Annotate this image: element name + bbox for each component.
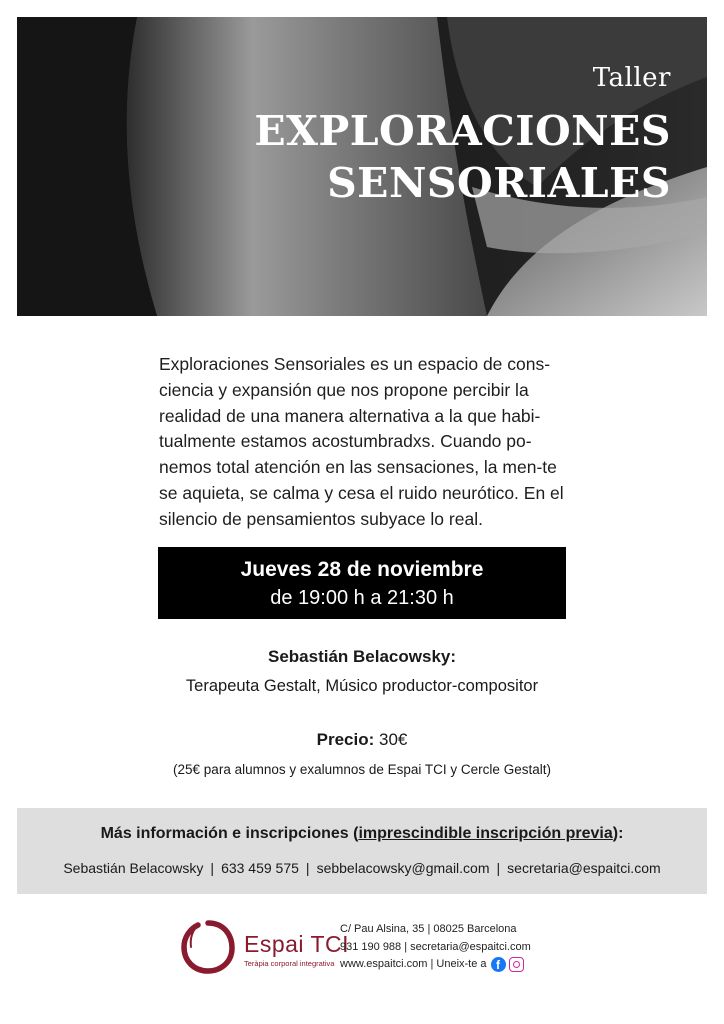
instagram-icon[interactable] <box>509 957 524 972</box>
address-line1: C/ Pau Alsina, 35 | 08025 Barcelona <box>340 923 517 935</box>
info-title-prefix: Más información e inscripciones ( <box>100 825 359 842</box>
hero-title-line2: SENSORIALES <box>327 159 671 207</box>
address-line2: 931 190 988 | secretaria@espaitci.com <box>340 940 531 953</box>
contact-phone: 633 459 575 <box>221 860 299 876</box>
info-title <box>17 825 707 843</box>
brand-tagline: Teràpia corporal integrativa <box>244 959 335 968</box>
address-line3: www.espaitci.com | Uneix-te a <box>340 958 487 970</box>
event-time: de 19:00 h a 21:30 h <box>270 587 454 609</box>
price <box>0 730 724 750</box>
hero-banner <box>17 17 707 316</box>
info-box <box>17 808 707 894</box>
facebook-icon[interactable]: f <box>491 957 506 972</box>
address-block <box>340 921 531 974</box>
price-value: 30€ <box>379 730 408 749</box>
event-date: Jueves 28 de noviembre <box>240 558 484 581</box>
event-date-box <box>158 547 566 619</box>
info-title-suffix: ): <box>612 825 624 842</box>
speaker-role: Terapeuta Gestalt, Músico productor-compositor <box>185 677 539 695</box>
brand-logo-icon <box>180 919 236 975</box>
contact-email-personal[interactable]: sebbelacowsky@gmail.com <box>316 860 490 876</box>
hero-kicker: Taller <box>592 63 671 93</box>
contact-email-secretaria[interactable]: secretaria@espaitci.com <box>507 860 661 876</box>
separator: | <box>210 860 215 876</box>
description: Exploraciones Sensoriales es un espacio de cons-ciencia y expansión que nos propone percibir la realidad de una manera alternativa a la que habi-tualmente estamos acostumbradxs. Cuando po-nemos total atención en las sensaciones, la men-te se aquieta, se calma y cesa el ruido neurótico. En el silencio de pensamientos subyace lo real. <box>159 354 564 529</box>
info-contacts <box>17 860 707 876</box>
price-note: (25€ para alumnos y exalumnos de Espai TCI y Cercle Gestalt) <box>173 762 551 777</box>
speaker-name: Sebastián Belacowsky: <box>267 647 457 666</box>
price-label: Precio: <box>316 730 375 749</box>
hero-title-line1: EXPLORACIONES <box>254 107 671 155</box>
separator: | <box>496 860 501 876</box>
hero-title <box>254 105 671 209</box>
brand-name: Espai TCI <box>244 931 350 957</box>
contact-name: Sebastián Belacowsky <box>63 860 204 876</box>
info-title-underlined: imprescindible inscripción previa <box>358 825 613 842</box>
separator: | <box>305 860 310 876</box>
social-row <box>340 956 531 974</box>
